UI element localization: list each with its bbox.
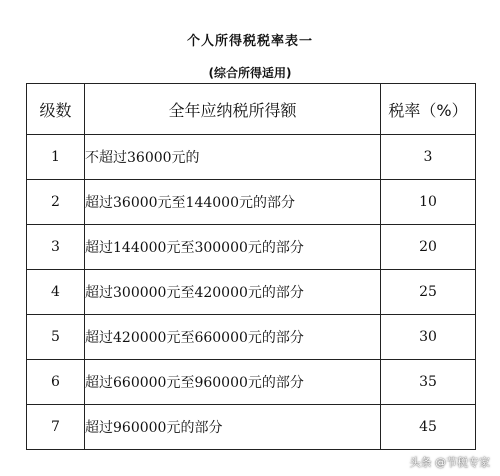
cell-level: 5 <box>27 315 85 360</box>
table-row <box>27 315 476 360</box>
watermark-text: 头条 @节税专家 <box>409 456 490 469</box>
cell-level: 6 <box>27 360 85 405</box>
cell-level: 3 <box>27 225 85 270</box>
cell-rate: 35 <box>381 360 476 405</box>
table-row <box>27 180 476 225</box>
cell-income: 超过36000元至144000元的部分 <box>85 180 381 225</box>
cell-rate: 30 <box>381 315 476 360</box>
table-row <box>27 135 476 180</box>
cell-income: 超过960000元的部分 <box>85 405 381 450</box>
cell-rate: 45 <box>381 405 476 450</box>
cell-income: 超过660000元至960000元的部分 <box>85 360 381 405</box>
table-row <box>27 225 476 270</box>
table-row <box>27 270 476 315</box>
cell-income: 超过300000元至420000元的部分 <box>85 270 381 315</box>
cell-level: 1 <box>27 135 85 180</box>
cell-rate: 20 <box>381 225 476 270</box>
table-header-row <box>27 84 476 135</box>
header-income: 全年应纳税所得额 <box>85 84 381 135</box>
cell-income: 超过144000元至300000元的部分 <box>85 225 381 270</box>
header-level: 级数 <box>27 84 85 135</box>
document-title: 个人所得税税率表一 <box>186 34 313 49</box>
cell-rate: 10 <box>381 180 476 225</box>
document-subtitle: (综合所得适用) <box>208 66 292 80</box>
cell-rate: 25 <box>381 270 476 315</box>
cell-level: 4 <box>27 270 85 315</box>
cell-rate: 3 <box>381 135 476 180</box>
cell-income: 不超过36000元的 <box>85 135 381 180</box>
cell-level: 7 <box>27 405 85 450</box>
table-row <box>27 360 476 405</box>
cell-income: 超过420000元至660000元的部分 <box>85 315 381 360</box>
tax-rate-table <box>26 83 476 450</box>
header-rate: 税率（%） <box>381 84 476 135</box>
table-row <box>27 405 476 450</box>
cell-level: 2 <box>27 180 85 225</box>
